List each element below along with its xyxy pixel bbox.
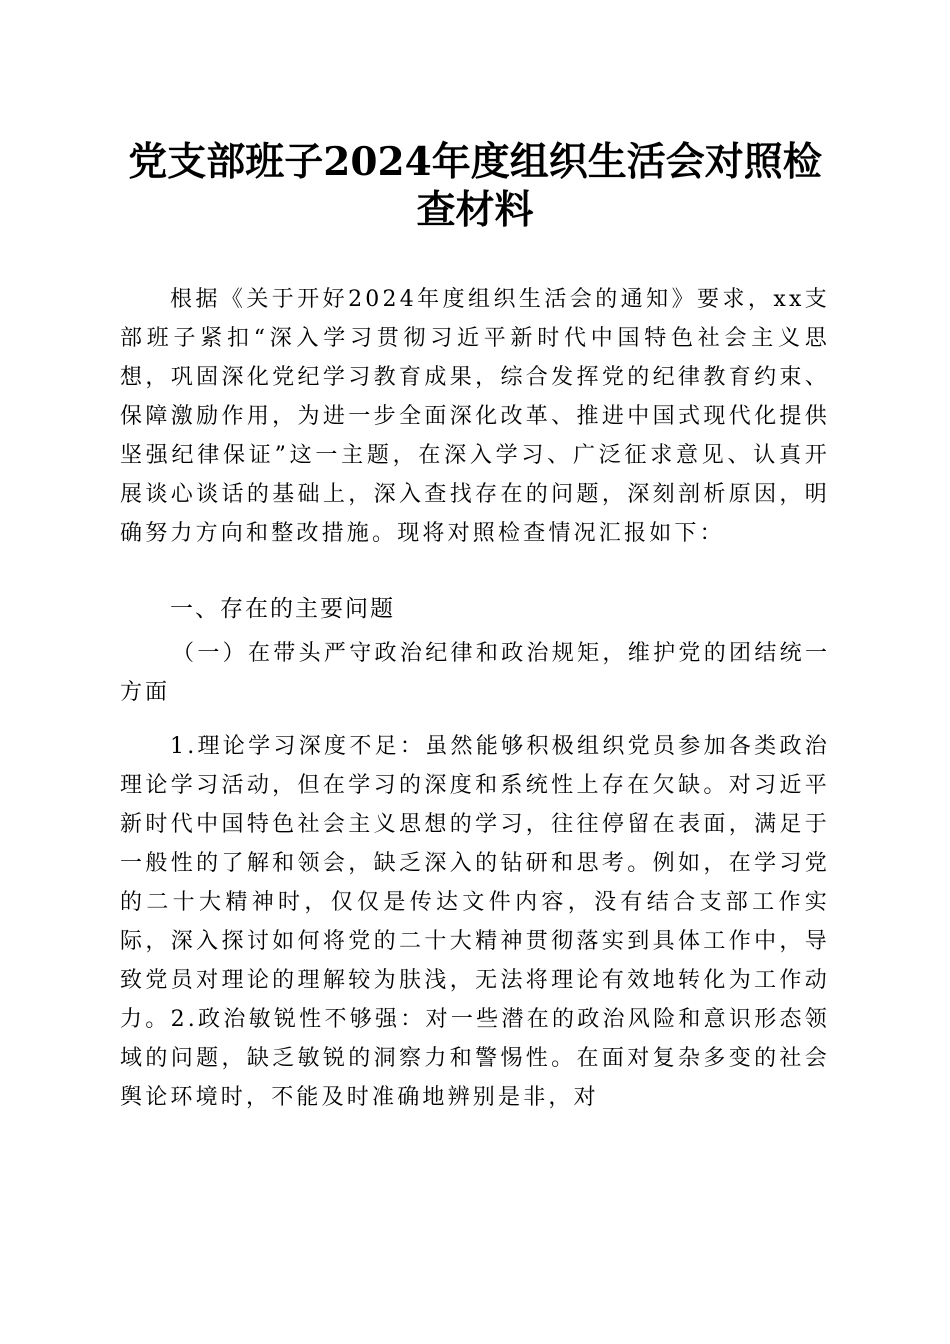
document-title: 党支部班子2024年度组织生活会对照检查材料 bbox=[128, 139, 822, 233]
subsection-heading: （一）在带头严守政治纪律和政治规矩，维护党的团结统一方面 bbox=[120, 641, 830, 705]
intro-paragraph: 根据《关于开好2024年度组织生活会的通知》要求，xx支部班子紧扣“深入学习贯彻习近平新时代中国特色社会主义思想，巩固深化党纪学习教育成果，综合发挥党的纪律教育约束、保障激励作用，为进一步全面深化改革、推进中国式现代化提供坚强纪律保证”这一主题，在深入学习、广泛征求意见、认真开展谈心谈话的基础上，深入查找存在的问题，深刻剖析原因，明确努力方向和整改措施。现将对照检查情况汇报如下： bbox=[120, 287, 830, 546]
body-paragraph: 1.理论学习深度不足：虽然能够积极组织党员参加各类政治理论学习活动，但在学习的深度和系统性上存在欠缺。对习近平新时代中国特色社会主义思想的学习，往往停留在表面，满足于一般性的了解和领会，缺乏深入的钻研和思考。例如，在学习党的二十大精神时，仅仅是传达文件内容，没有结合支部工作实际，深入探讨如何将党的二十大精神贯彻落实到具体工作中，导致党员对理论的理解较为肤浅，无法将理论有效地转化为工作动力。2.政治敏锐性不够强：对一些潜在的政治风险和意识形态领域的问题，缺乏敏锐的洞察力和警惕性。在面对复杂多变的社会舆论环境时，不能及时准确地辨别是非，对 bbox=[120, 734, 830, 1110]
section-heading: 一、存在的主要问题 bbox=[170, 596, 395, 622]
